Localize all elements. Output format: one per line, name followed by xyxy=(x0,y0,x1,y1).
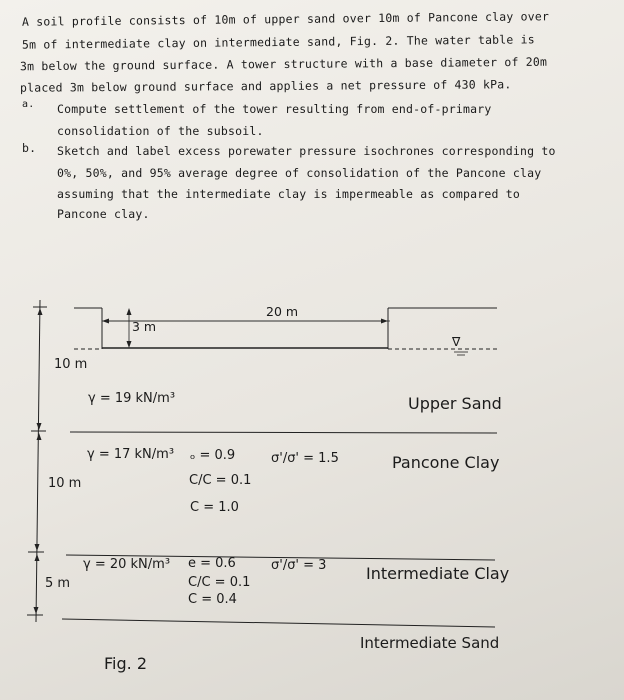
dim-arrow-2 xyxy=(37,423,42,430)
upper-sand-thickness: 10 m xyxy=(54,357,88,372)
foundation-width-label: 20 m xyxy=(266,304,299,319)
pancone-clay-cr-cc: C/C = 0.1 xyxy=(189,473,252,488)
depth-arrow-bottom xyxy=(127,341,132,348)
width-arrow-right xyxy=(381,319,388,324)
dim-arrow-1 xyxy=(38,308,43,315)
problem-intro-line-1: A soil profile consists of 10m of upper sand over 10m of Pancone clay over xyxy=(21,9,550,29)
part-a-line-2: consolidation of the subsoil. xyxy=(57,124,264,138)
intermediate-sand-name: Intermediate Sand xyxy=(360,634,500,652)
upper-sand-unit-weight: γ = 19 kN/m³ xyxy=(88,391,176,406)
part-b-line-1: Sketch and label excess porewater pressure isochrones corresponding to xyxy=(57,144,556,158)
depth-axis xyxy=(36,300,40,622)
foundation-depth-label: 3 m xyxy=(132,319,157,334)
water-table-symbol: ∇ xyxy=(452,334,461,349)
part-a-line-1: Compute settlement of the tower resulting from end-of-primary xyxy=(57,102,492,116)
intermediate-clay-cr-cc: C/C = 0.1 xyxy=(188,575,251,590)
problem-intro-line-2: 5m of intermediate clay on intermediate sand, Fig. 2. The water table is xyxy=(21,32,535,52)
dim-arrow-6 xyxy=(34,607,39,614)
upper-sand-name: Upper Sand xyxy=(408,394,502,413)
boundary-intermediate-sand xyxy=(62,619,495,627)
pancone-clay-e0: ₒ = 0.9 xyxy=(190,448,236,463)
intermediate-clay-thickness: 5 m xyxy=(45,576,71,591)
problem-intro-line-3: 3m below the ground surface. A tower structure with a base diameter of 20m xyxy=(19,54,548,74)
intermediate-clay-cc: C = 0.4 xyxy=(188,592,237,607)
part-b-line-4: Pancone clay. xyxy=(57,207,150,221)
pancone-clay-ocr: σ'/σ' = 1.5 xyxy=(271,451,339,466)
dim-arrow-5 xyxy=(35,554,40,561)
intermediate-clay-name: Intermediate Clay xyxy=(366,564,510,583)
pancone-clay-unit-weight: γ = 17 kN/m³ xyxy=(87,447,175,462)
part-b-line-2: 0%, 50%, and 95% average degree of consolidation of the Pancone clay xyxy=(57,166,542,180)
boundary-sand-clay xyxy=(70,432,497,433)
problem-intro-line-4: placed 3m below ground surface and applies a net pressure of 430 kPa. xyxy=(19,77,512,95)
intermediate-clay-unit-weight: γ = 20 kN/m³ xyxy=(83,557,171,572)
part-a-marker: a. xyxy=(22,99,35,110)
dim-arrow-4 xyxy=(35,544,40,551)
pancone-clay-name: Pancone Clay xyxy=(392,453,500,472)
pancone-clay-cc: C = 1.0 xyxy=(190,500,239,515)
figure-caption: Fig. 2 xyxy=(104,654,147,673)
intermediate-clay-ocr: σ'/σ' = 3 xyxy=(271,558,327,573)
part-b-line-3: assuming that the intermediate clay is impermeable as compared to xyxy=(57,187,521,201)
dim-arrow-3 xyxy=(37,433,42,440)
pancone-clay-thickness: 10 m xyxy=(48,476,82,491)
intermediate-clay-e0: e = 0.6 xyxy=(188,556,236,571)
width-arrow-left xyxy=(102,319,109,324)
part-b-marker: b. xyxy=(22,141,37,155)
depth-arrow-top xyxy=(127,308,132,315)
